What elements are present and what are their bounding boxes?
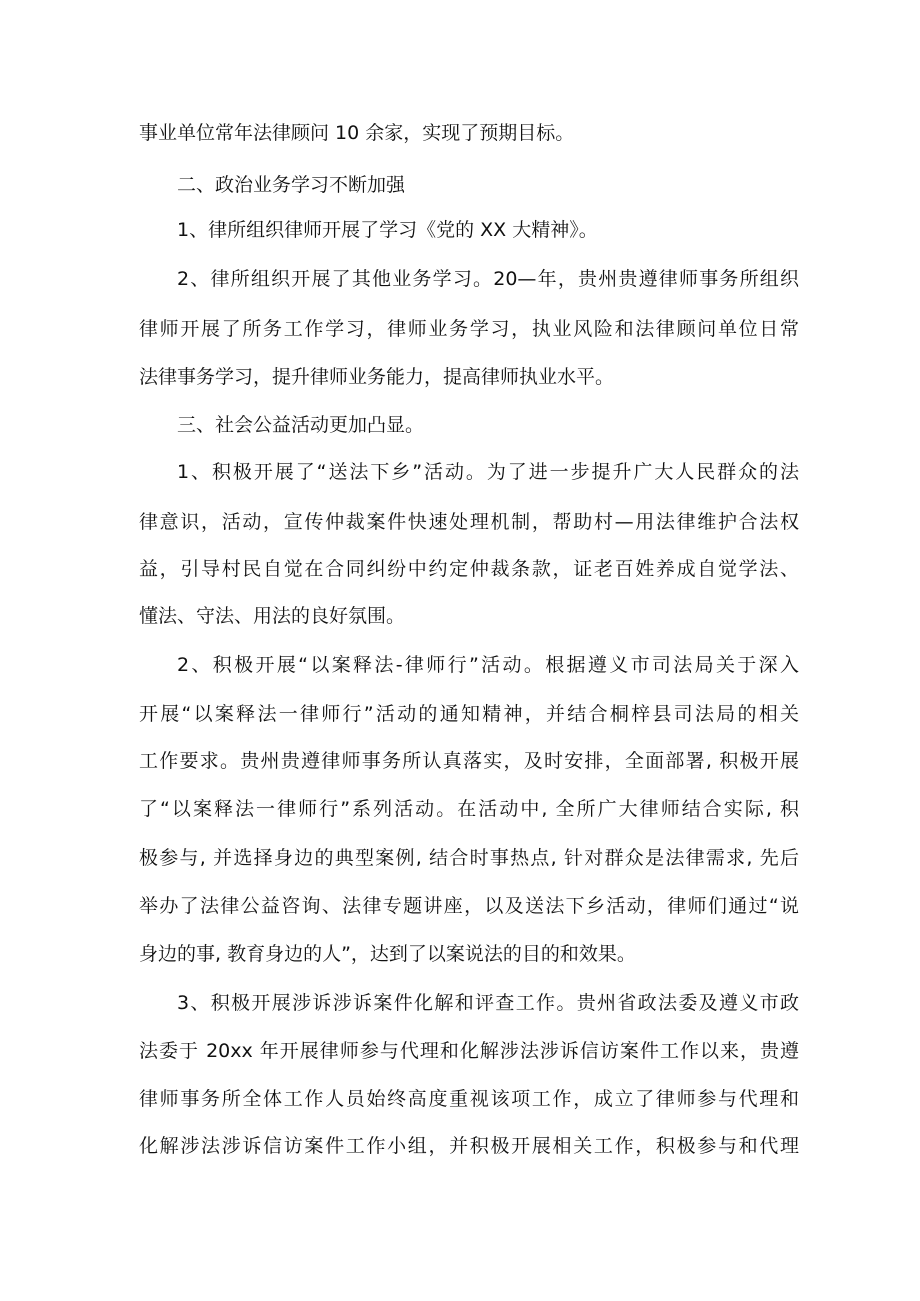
text-line-13: 开展“以案释法一律师行”活动的通知精神，并结合桐梓县司法局的相关 xyxy=(139,703,799,725)
list-item-3-1: 1、积极开展了“送法下乡”活动。为了进一步提升广大人民群众的法 xyxy=(177,461,799,483)
text-line-9: 律意识，活动，宣传仲裁案件快速处理机制，帮助村—用法律维护合法权 xyxy=(139,511,799,533)
text-line-1: 事业单位常年法律顾问 10 余家，实现了预期目标。 xyxy=(139,122,575,144)
text-line-17: 举办了法律公益咨询、法律专题讲座，以及送法下乡活动，律师们通过“说 xyxy=(139,895,799,917)
text-line-22: 化解涉法涉诉信访案件工作小组，并积极开展相关工作，积极参与和代理 xyxy=(139,1135,799,1157)
text-line-6: 法律事务学习，提升律师业务能力，提高律师执业水平。 xyxy=(139,366,615,388)
text-line-18: 身边的事, 教育身边的人”，达到了以案说法的目的和效果。 xyxy=(139,943,636,965)
text-line-10: 益，引导村民自觉在合同纠纷中约定仲裁条款，证老百姓养成自觉学法、 xyxy=(139,558,799,580)
section-heading-2: 二、政治业务学习不断加强 xyxy=(177,174,406,196)
list-item-2-2: 2、律所组织开展了其他业务学习。20—年，贵州贵遵律师事务所组织 xyxy=(177,268,799,290)
text-line-11: 懂法、守法、用法的良好氛围。 xyxy=(139,605,406,627)
list-item-2-1: 1、律所组织律师开展了学习《党的 XX 大精神》。 xyxy=(177,219,598,241)
list-item-3-2: 2、积极开展“以案释法-律师行”活动。根据遵义市司法局关于深入 xyxy=(177,654,799,676)
text-line-15: 了“以案释法一律师行”系列活动。在活动中, 全所广大律师结合实际, 积 xyxy=(139,798,799,820)
section-heading-3: 三、社会公益活动更加凸显。 xyxy=(177,414,425,436)
text-line-16: 极参与, 并选择身边的典型案例, 结合时事热点, 针对群众是法律需求, 先后 xyxy=(139,847,799,869)
list-item-3-3: 3、积极开展涉诉涉诉案件化解和评查工作。贵州省政法委及遵义市政 xyxy=(177,992,799,1014)
text-line-21: 律师事务所全体工作人员始终高度重视该项工作，成立了律师参与代理和 xyxy=(139,1088,799,1110)
text-line-20: 法委于 20xx 年开展律师参与代理和化解涉法涉诉信访案件工作以来，贵遵 xyxy=(139,1040,799,1062)
text-line-14: 工作要求。贵州贵遵律师事务所认真落实，及时安排，全面部署, 积极开展 xyxy=(139,750,799,772)
text-line-5: 律师开展了所务工作学习，律师业务学习，执业风险和法律顾问单位日常 xyxy=(139,318,799,340)
